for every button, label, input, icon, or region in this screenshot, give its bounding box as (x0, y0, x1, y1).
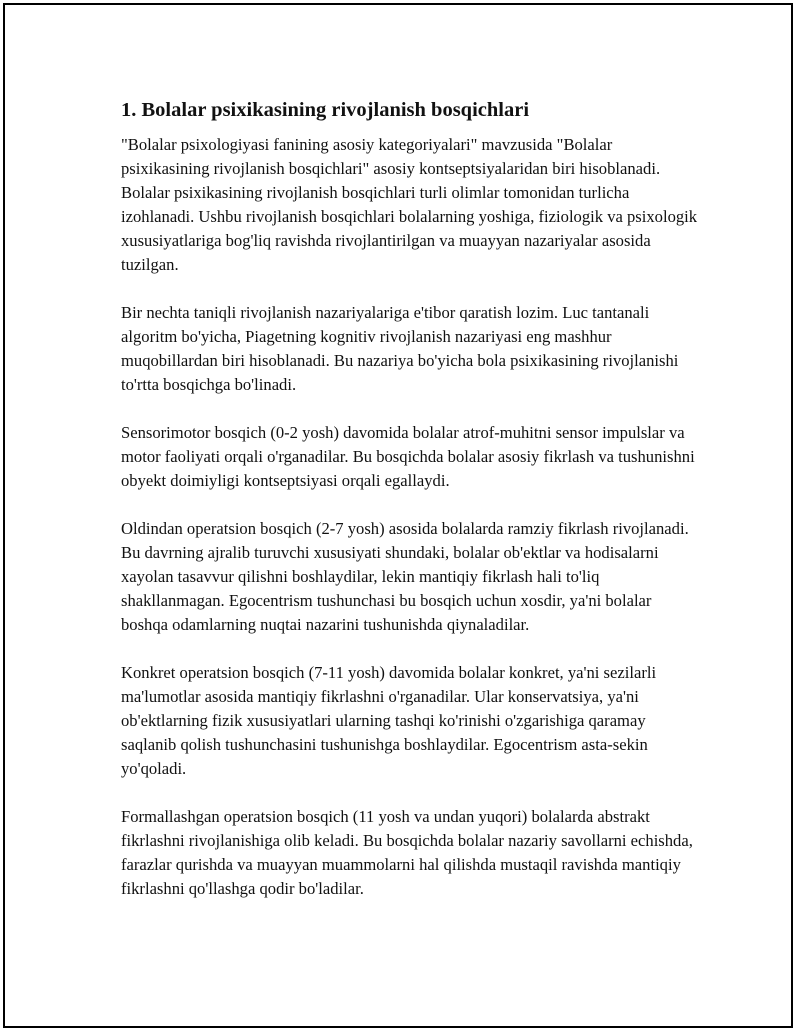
section-title: 1. Bolalar psixikasining rivojlanish bosqichlari (121, 99, 530, 121)
page-frame (3, 3, 793, 1028)
paragraph-formal-operational: Formallashgan operatsion bosqich (11 yosh va undan yuqori) bolalarda abstrakt fikrlashni rivojlanishiga olib keladi. Bu bosqichda bolalar nazariy savollarni echishda, farazlar qurishda va muayyan muammolarni hal qilishda mustaqil ravishda mantiqiy fikrlashni qo'llashga qodir bo'ladilar. (121, 807, 693, 898)
document-body (121, 97, 701, 925)
paragraph-preoperational: Oldindan operatsion bosqich (2-7 yosh) asosida bolalarda ramziy fikrlash rivojlanadi. Bu davrning ajralib turuvchi xususiyati shundaki, bolalar ob'ektlar va hodisalarni xayolan tasavvur qilishni boshlaydilar, lekin mantiqiy fikrlash hali to'liq shakllanmagan. Egocentrism tushunchasi bu bosqich uchun xosdir, ya'ni bolalar boshqa odamlarning nuqtai nazarini tushunishda qiynaladilar. (121, 519, 689, 634)
paragraph-theories: Bir nechta taniqli rivojlanish nazariyalariga e'tibor qaratish lozim. Luc tantanali algoritm bo'yicha, Piagetning kognitiv rivojlanish nazariyasi eng mashhur muqobillardan biri hisoblanadi. Bu nazariya bo'yicha bola psixikasining rivojlanishi to'rtta bosqichga bo'linadi. (121, 303, 679, 394)
paragraph-concrete-operational: Konkret operatsion bosqich (7-11 yosh) davomida bolalar konkret, ya'ni sezilarli ma'lumotlar asosida mantiqiy fikrlashni o'rganadilar. Ular konservatsiya, ya'ni ob'ektlarning fizik xususiyatlari ularning tashqi ko'rinishi o'zgarishiga qaramay saqlanib qolish tushunchasini tushunishga boshlaydilar. Egocentrism asta-sekin yo'qoladi. (121, 663, 657, 778)
paragraph-sensorimotor: Sensorimotor bosqich (0-2 yosh) davomida bolalar atrof-muhitni sensor impulslar va motor faoliyati orqali o'rganadilar. Bu bosqichda bolalar asosiy fikrlash va tushunishni obyekt doimiyligi kontseptsiyasi orqali egallaydi. (121, 423, 695, 490)
paragraph-intro: "Bolalar psixologiyasi fanining asosiy kategoriyalari" mavzusida "Bolalar psixikasining rivojlanish bosqichlari" asosiy kontseptsiyalaridan biri hisoblanadi. Bolalar psixikasining rivojlanish bosqichlari turli olimlar tomonidan turlicha izohlanadi. Ushbu rivojlanish bosqichlari bolalarning yoshiga, fiziologik va psixologik xususiyatlariga bog'liq ravishda rivojlantirilgan va muayyan nazariyalar asosida tuzilgan. (121, 135, 698, 274)
